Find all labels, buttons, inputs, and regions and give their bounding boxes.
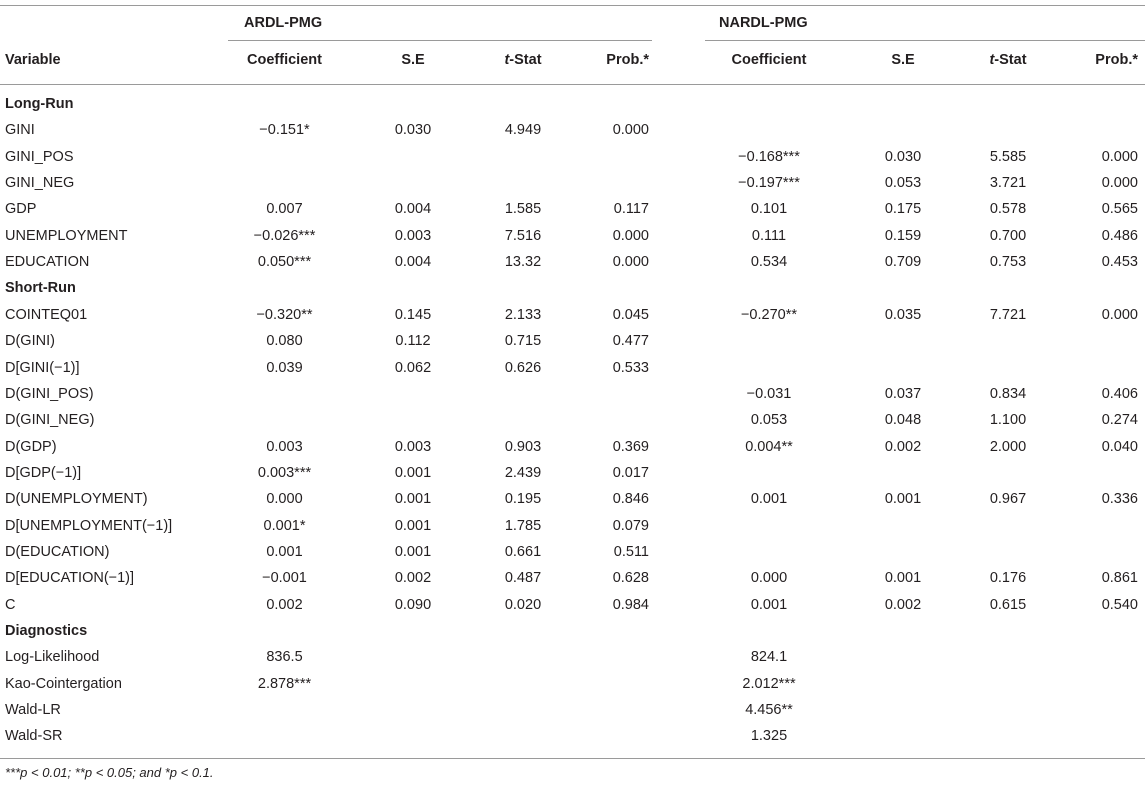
ardl-tstat-cell: 7.516 <box>504 228 542 244</box>
nardl-prob-cell: 0.000 <box>1101 149 1138 165</box>
nardl-coefficient-cell: 0.001 <box>750 491 788 507</box>
ardl-coefficient-cell: 0.002 <box>266 597 303 613</box>
ardl-coefficient-cell: −0.151* <box>259 122 310 138</box>
table-row <box>0 539 1145 565</box>
ardl-se-cell: 0.003 <box>394 228 432 244</box>
nardl-tstat-cell: 0.176 <box>989 570 1027 586</box>
ardl-prob-cell: 0.000 <box>612 122 649 138</box>
nardl-prob-cell: 0.861 <box>1101 570 1138 586</box>
ardl-prob-cell: 0.369 <box>612 439 649 455</box>
table-row <box>0 723 1145 749</box>
nardl-tstat-cell: 0.834 <box>989 386 1027 402</box>
nardl-prob-cell: 0.453 <box>1101 254 1138 270</box>
table-row <box>0 407 1145 433</box>
ardl-prob-cell: 0.533 <box>612 360 649 376</box>
section-row <box>0 91 1145 117</box>
ardl-tstat-cell: 0.661 <box>504 544 542 560</box>
ardl-tstat-cell: 0.020 <box>504 597 542 613</box>
nardl-prob-cell: 0.486 <box>1101 228 1138 244</box>
ardl-se-cell: 0.112 <box>395 333 431 349</box>
nardl-tstat-cell: 0.967 <box>989 491 1027 507</box>
ardl-se-cell: 0.003 <box>394 439 432 455</box>
ardl-prob-cell: 0.846 <box>612 491 649 507</box>
ardl-tstat-cell: 4.949 <box>504 122 542 138</box>
ardl-coefficient-cell: 0.001 <box>266 544 303 560</box>
nardl-se-cell: 0.002 <box>884 439 922 455</box>
ardl-se-cell: 0.002 <box>394 570 432 586</box>
ardl-coefficient-cell: 0.003*** <box>257 465 312 481</box>
variable-label: GINI_POS <box>5 149 74 165</box>
ardl-tstat-cell: 2.133 <box>504 307 542 323</box>
column-header-nardl-prob: Prob.* <box>1095 52 1138 68</box>
nardl-se-cell: 0.035 <box>884 307 922 323</box>
nardl-coefficient-cell: 4.456** <box>745 702 793 718</box>
nardl-coefficient-cell: 0.001 <box>750 597 788 613</box>
nardl-prob-cell: 0.336 <box>1101 491 1138 507</box>
ardl-coefficient-cell: 0.039 <box>266 360 303 376</box>
nardl-se-cell: 0.037 <box>884 386 922 402</box>
nardl-tstat-cell: 2.000 <box>989 439 1027 455</box>
nardl-coefficient-cell: 0.111 <box>751 228 787 244</box>
nardl-prob-cell: 0.000 <box>1101 307 1138 323</box>
ardl-se-cell: 0.004 <box>394 254 432 270</box>
ardl-se-cell: 0.145 <box>394 307 432 323</box>
ardl-coefficient-cell: −0.320** <box>256 307 313 323</box>
table-row <box>0 302 1145 328</box>
table-row <box>0 381 1145 407</box>
nardl-se-cell: 0.159 <box>884 228 922 244</box>
ardl-se-cell: 0.004 <box>394 201 432 217</box>
ardl-se-cell: 0.001 <box>394 518 432 534</box>
table-row <box>0 196 1145 222</box>
section-label: Short-Run <box>5 280 76 296</box>
nardl-tstat-cell: 0.615 <box>989 597 1027 613</box>
header-rule <box>0 84 1145 85</box>
variable-label: D(GDP) <box>5 439 57 455</box>
nardl-coefficient-cell: 0.004** <box>745 439 793 455</box>
variable-label: GINI <box>5 122 35 138</box>
nardl-prob-cell: 0.406 <box>1101 386 1138 402</box>
table-row <box>0 486 1145 512</box>
variable-label: EDUCATION <box>5 254 90 270</box>
variable-label: D(GINI_NEG) <box>5 412 95 428</box>
nardl-se-cell: 0.002 <box>884 597 922 613</box>
nardl-tstat-cell: 0.700 <box>989 228 1027 244</box>
table-row <box>0 170 1145 196</box>
section-row <box>0 618 1145 644</box>
variable-label: Kao-Cointergation <box>5 676 122 692</box>
nardl-se-cell: 0.001 <box>884 570 922 586</box>
section-label: Long-Run <box>5 96 74 112</box>
ardl-tstat-cell: 1.585 <box>504 201 542 217</box>
nardl-se-cell: 0.053 <box>884 175 922 191</box>
ardl-prob-cell: 0.000 <box>612 228 649 244</box>
ardl-coefficient-cell: 0.000 <box>266 491 303 507</box>
ardl-coefficient-cell: 0.007 <box>266 201 303 217</box>
nardl-prob-cell: 0.274 <box>1101 412 1138 428</box>
footnote: ***p < 0.01; **p < 0.05; and *p < 0.1. <box>5 765 214 780</box>
ardl-tstat-cell: 0.195 <box>504 491 542 507</box>
ardl-coefficient-cell: 0.003 <box>266 439 303 455</box>
ardl-coefficient-cell: 2.878*** <box>257 676 312 692</box>
group-rule-nardl <box>705 40 1145 41</box>
column-header-ardl-se: S.E <box>401 52 425 68</box>
variable-label: Wald-SR <box>5 728 63 744</box>
ardl-prob-cell: 0.984 <box>612 597 649 613</box>
variable-label: UNEMPLOYMENT <box>5 228 128 244</box>
nardl-coefficient-cell: 0.101 <box>750 201 788 217</box>
ardl-tstat-cell: 0.626 <box>504 360 542 376</box>
nardl-prob-cell: 0.565 <box>1101 201 1138 217</box>
group-rule-ardl <box>228 40 652 41</box>
nardl-prob-cell: 0.540 <box>1101 597 1138 613</box>
nardl-se-cell: 0.709 <box>884 254 922 270</box>
nardl-coefficient-cell: −0.270** <box>740 307 798 323</box>
variable-label: D[EDUCATION(−1)] <box>5 570 135 586</box>
nardl-tstat-cell: 5.585 <box>989 149 1027 165</box>
column-header-variable: Variable <box>5 52 61 68</box>
ardl-prob-cell: 0.117 <box>613 201 649 217</box>
variable-label: GDP <box>5 201 37 217</box>
nardl-coefficient-cell: −0.197*** <box>738 175 800 191</box>
ardl-prob-cell: 0.477 <box>612 333 649 349</box>
variable-label: D[UNEMPLOYMENT(−1)] <box>5 518 173 534</box>
ardl-prob-cell: 0.045 <box>612 307 649 323</box>
ardl-prob-cell: 0.628 <box>612 570 649 586</box>
table-row <box>0 223 1145 249</box>
nardl-tstat-cell: 0.753 <box>989 254 1027 270</box>
variable-label: Log-Likelihood <box>5 649 100 665</box>
table-row <box>0 697 1145 723</box>
ardl-prob-cell: 0.511 <box>613 544 649 560</box>
table-row <box>0 671 1145 697</box>
nardl-prob-cell: 0.000 <box>1101 175 1138 191</box>
ardl-se-cell: 0.001 <box>394 544 432 560</box>
t-rest: -Stat <box>509 52 542 68</box>
t-italic: t <box>504 52 510 68</box>
variable-label: Wald-LR <box>5 702 61 718</box>
ardl-tstat-cell: 0.715 <box>504 333 542 349</box>
variable-label: COINTEQ01 <box>5 307 88 323</box>
column-header-nardl-se: S.E <box>891 52 915 68</box>
variable-label: D(UNEMPLOYMENT) <box>5 491 148 507</box>
nardl-coefficient-cell: 1.325 <box>750 728 788 744</box>
ardl-coefficient-cell: 0.050*** <box>257 254 312 270</box>
table-row <box>0 644 1145 670</box>
table-row <box>0 355 1145 381</box>
ardl-prob-cell: 0.017 <box>612 465 649 481</box>
ardl-tstat-cell: 0.903 <box>504 439 542 455</box>
ardl-se-cell: 0.001 <box>394 465 432 481</box>
nardl-coefficient-cell: 0.053 <box>750 412 788 428</box>
ardl-tstat-cell: 13.32 <box>504 254 542 270</box>
ardl-se-cell: 0.030 <box>394 122 432 138</box>
ardl-coefficient-cell: 0.080 <box>266 333 303 349</box>
table-row <box>0 117 1145 143</box>
group-header-nardl: NARDL-PMG <box>719 15 808 31</box>
ardl-coefficient-cell: 836.5 <box>266 649 303 665</box>
variable-label: GINI_NEG <box>5 175 75 191</box>
ardl-se-cell: 0.062 <box>394 360 432 376</box>
column-header-nardl-coefficient: Coefficient <box>731 52 807 68</box>
bottom-rule <box>0 758 1145 759</box>
table-row <box>0 249 1145 275</box>
nardl-coefficient-cell: 0.534 <box>750 254 788 270</box>
table-row <box>0 513 1145 539</box>
ardl-coefficient-cell: −0.001 <box>262 570 307 586</box>
ardl-coefficient-cell: 0.001* <box>263 518 306 534</box>
column-header-ardl-coefficient: Coefficient <box>247 52 322 68</box>
table-row <box>0 592 1145 618</box>
nardl-se-cell: 0.030 <box>884 149 922 165</box>
table-row <box>0 144 1145 170</box>
ardl-se-cell: 0.001 <box>394 491 432 507</box>
nardl-prob-cell: 0.040 <box>1101 439 1138 455</box>
ardl-coefficient-cell: −0.026*** <box>253 228 316 244</box>
section-label: Diagnostics <box>5 623 88 639</box>
nardl-tstat-cell: 1.100 <box>989 412 1027 428</box>
table-row <box>0 434 1145 460</box>
variable-label: C <box>5 597 16 613</box>
nardl-coefficient-cell: −0.168*** <box>738 149 800 165</box>
group-header-ardl: ARDL-PMG <box>244 15 323 31</box>
nardl-tstat-cell: 3.721 <box>989 175 1027 191</box>
table-row <box>0 328 1145 354</box>
nardl-tstat-cell: 0.578 <box>989 201 1027 217</box>
nardl-se-cell: 0.048 <box>884 412 922 428</box>
table-row <box>0 460 1145 486</box>
column-header-ardl-prob: Prob.* <box>606 52 649 68</box>
section-row <box>0 275 1145 301</box>
top-rule <box>0 5 1145 6</box>
t-rest: -Stat <box>994 52 1027 68</box>
nardl-coefficient-cell: −0.031 <box>746 386 792 402</box>
ardl-tstat-cell: 0.487 <box>504 570 542 586</box>
nardl-se-cell: 0.175 <box>884 201 922 217</box>
ardl-tstat-cell: 1.785 <box>504 518 542 534</box>
nardl-coefficient-cell: 824.1 <box>750 649 788 665</box>
variable-label: D[GINI(−1)] <box>5 360 80 376</box>
nardl-tstat-cell: 7.721 <box>989 307 1027 323</box>
ardl-prob-cell: 0.000 <box>612 254 649 270</box>
variable-label: D(EDUCATION) <box>5 544 110 560</box>
ardl-prob-cell: 0.079 <box>612 518 649 534</box>
t-italic: t <box>989 52 995 68</box>
variable-label: D[GDP(−1)] <box>5 465 82 481</box>
column-header-row <box>0 47 1145 73</box>
ardl-tstat-cell: 2.439 <box>504 465 542 481</box>
variable-label: D(GINI) <box>5 333 55 349</box>
ardl-se-cell: 0.090 <box>394 597 432 613</box>
variable-label: D(GINI_POS) <box>5 386 94 402</box>
nardl-coefficient-cell: 2.012*** <box>742 676 796 692</box>
nardl-se-cell: 0.001 <box>884 491 922 507</box>
nardl-coefficient-cell: 0.000 <box>750 570 788 586</box>
table-row <box>0 565 1145 591</box>
